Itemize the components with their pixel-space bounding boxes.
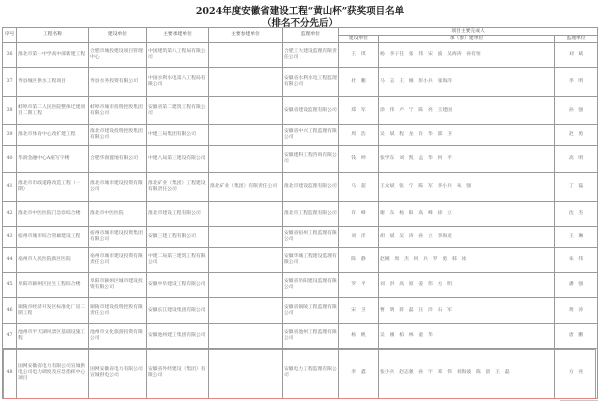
cell-leader-supervise: 赵 勇 [555,124,598,145]
cell-leader-supervise: 刘 斌 [555,43,598,68]
header-supervisor: 监理单位 [283,28,339,43]
header-leader-construct: 承（参）建单位 [379,36,555,43]
cell-project: 寿县城区供水工程项目 [17,68,89,97]
cell-main-contractor: 中建二局第三建筑工程有限公司 [147,248,209,273]
cell-project: 铜陵市经济开发区标准化厂房二期工程 [17,298,89,323]
table-row [3,348,598,398]
cell-leader-construct: 马 志 王 刚 彭小兵 张海洋 [379,68,555,97]
cell-no: 47 [3,323,17,348]
cell-project: 宿州市城市综合管廊建设工程 [17,227,89,248]
cell-leader-construct: 谢 东 杨 阳 高 峰 徐 立 [379,202,555,227]
cell-leader-supervise: 孙 强 [555,97,598,124]
cell-leader-supervise: 丁 磊 [555,172,598,201]
cell-leader-build: 罗 平 [339,273,379,298]
cell-builder: 池州市文化旅游投资有限公司 [89,323,147,348]
cell-supervisor: 安徽华城工程建设监理有限公司 [283,248,339,273]
cell-supervisor: 安徽省池州工程监理有限公司 [283,323,339,348]
cell-leader-build: 杜 鹏 [339,68,379,97]
cell-leader-construct: 张学东 刘 凯 孟 华 何 平 [379,145,555,172]
cell-participant [209,202,283,227]
table-row [3,248,598,273]
cell-participant [209,97,283,124]
table-row [3,97,598,124]
cell-no: 36 [3,43,17,68]
cell-participant [209,68,283,97]
cell-supervisor: 安徽省铜陵工程监理有限公司 [283,298,339,323]
cell-project: 华润金融中心A座写字楼 [17,145,89,172]
cell-builder: 亳州市城市建设投资有限责任公司 [89,248,147,273]
cell-leader-construct: 王文斌 张 宁 陈 军 李小兵 朱 强 [379,172,555,201]
cell-no: 42 [3,202,17,227]
cell-main-contractor: 安徽长江建设集团有限公司 [147,298,209,323]
cell-project: 淮北市第一中学高中部新建工程 [17,43,89,68]
document-title: 2024年度安徽省建设工程“黄山杯”获奖项目名单 [195,6,405,17]
cell-leader-build: 周 浩 [339,124,379,145]
cell-leader-supervise: 黄 涛 [555,298,598,323]
cell-leader-supervise: 李 明 [555,68,598,97]
cell-participant [209,273,283,298]
cell-builder: 合肥华润置地有限公司 [89,145,147,172]
cell-leader-build: 钱 坤 [339,145,379,172]
header-builder: 建设单位 [89,28,147,43]
cell-leader-construct: 胡 斌 吴 涛 孙 立 李海龙 [379,227,555,248]
cell-leader-build: 李 鑫 [339,348,379,398]
cell-participant: 淮北矿业（集团）有限责任公司 [209,172,283,201]
table-row [3,298,598,323]
cell-leader-supervise: 高 明 [555,145,598,172]
cell-supervisor: 合肥工大建设监理有限责任公司 [283,43,339,68]
cell-project: 池州市平天湖风景区基础设施工程 [17,323,89,348]
cell-no: 37 [3,68,17,97]
cell-no: 44 [3,248,17,273]
table-row [3,323,598,348]
cell-main-contractor: 安徽三建工程有限公司 [147,227,209,248]
cell-main-contractor: 中国水利水电第八工程局有限公司 [147,68,209,97]
cell-leader-build: 马 超 [339,172,379,201]
cell-project: 蚌埠市第二人民医院整体迁建项目二期工程 [17,97,89,124]
cell-no: 39 [3,124,17,145]
cell-supervisor: 淮北市工程监理有限公司 [283,202,339,227]
cell-leader-supervise: 沈 杰 [555,202,598,227]
cell-no: 46 [3,298,17,323]
cell-supervisor: 安徽省阜阳建设监理有限公司 [283,273,339,298]
cell-leader-construct: 刘 洪 高 原 姜 伟 方 明 [379,273,555,298]
cell-project: 淮北市体育中心改扩建工程 [17,124,89,145]
cell-no: 48 [3,348,17,398]
cell-main-contractor: 安徽省第二建筑工程有限公司 [147,97,209,124]
header-project: 工程名称 [17,28,89,43]
cell-leader-build: 陈 静 [339,248,379,273]
cell-leader-supervise: 唐 鹏 [555,323,598,348]
table-row [3,172,598,201]
cell-leader-build: 郑 军 [339,97,379,124]
cell-leader-construct: 吴 斌 程 龙 许 华 邵 卫 [379,124,555,145]
cell-supervisor: 安徽建科工程咨询有限公司 [283,145,339,172]
cell-supervisor: 安徽省建设监理有限公司 [283,97,339,124]
cell-leader-supervise: 王 琳 [555,227,598,248]
cell-no: 41 [3,172,17,201]
cell-participant [209,323,283,348]
cell-main-contractor: 中建三局集团有限公司 [147,124,209,145]
cell-supervisor: 淮北市建设监理有限公司 [283,172,339,201]
table-row [3,124,598,145]
cell-project: 阜阳市颍州区民生工程综合楼 [17,273,89,298]
cell-builder: 淮北市城市建设投资有限公司 [89,172,147,201]
cell-project: 亳州市人民医院新区医院 [17,248,89,273]
cell-leader-construct: 吴 刚 柏 林 童 华 [379,323,555,348]
cell-leader-construct: 赵刚 周 杰 何 兵 罗 勇 韩 冰 [379,248,555,273]
cell-leader-construct: 杨 李子任 张 伟 宋 波 吴海涛 孙有恒 [379,43,555,68]
cell-no: 45 [3,273,17,298]
cell-participant [209,145,283,172]
table-row [3,68,598,97]
cell-project: 淮北市市政道路改造工程（一期） [17,172,89,201]
cell-supervisor: 安徽电力工程监理有限公司 [283,348,339,398]
cell-builder: 阜阳市颍州区城市建设投资有限公司 [89,273,147,298]
header-leader-build: 建设单位 [339,36,379,43]
cell-leader-supervise: 方 亮 [555,348,598,398]
header-leader-supervise: 监理单位 [555,36,598,43]
header-participant: 主要参建单位 [209,28,283,43]
cell-leader-construct: 张小兵 赵志强 孙 宇 邓 伟 刘海波 陈 晨 王 磊 [379,348,555,398]
cell-main-contractor: 安徽中阜建设工程有限公司 [147,273,209,298]
cell-builder: 合肥市城投建设项目管理中心 [89,43,147,68]
cell-builder: 寿县水务投资有限公司 [89,68,147,97]
cell-leader-build: 许 峰 [339,202,379,227]
header-leaders-group: 项目主要完成人 [339,28,598,36]
header-main-contractor: 主要承建单位 [147,28,209,43]
cell-main-contractor: 中国建筑第八工程局有限公司 [147,43,209,68]
cell-main-contractor: 安徽省外经建设（集团）有限公司 [147,348,209,398]
cell-project: 淮北市中医医院门急诊综合楼 [17,202,89,227]
document-subtitle: （排名不分先后） [261,18,338,29]
cell-main-contractor: 淮北市建设工程有限公司 [147,202,209,227]
cell-leader-construct: 徐 伟 卢 宁 陈 亮 王建国 [379,97,555,124]
cell-leader-build: 刘 洋 [339,227,379,248]
header-row [3,28,598,36]
header-no: 序号 [3,28,17,43]
cell-leader-build: 杨 帆 [339,323,379,348]
cell-leader-build: 宋 卫 [339,298,379,323]
cell-participant [209,124,283,145]
table-row [3,202,598,227]
cell-no: 43 [3,227,17,248]
table-row [3,145,598,172]
table-row [3,43,598,68]
footer-mark [560,396,598,401]
cell-main-contractor: 安徽池州建工集团有限公司 [147,323,209,348]
cell-participant [209,298,283,323]
cell-main-contractor: 淮北矿业（集团）工程建设有限责任公司 [147,172,209,201]
cell-participant [209,348,283,398]
cell-participant [209,248,283,273]
cell-builder: 国网安徽省电力有限公司宣城供电公司 [89,348,147,398]
cell-supervisor: 安徽省水利水电工程监理有限公司 [283,68,339,97]
cell-builder: 蚌埠市城市投资控股集团有限公司 [89,97,147,124]
cell-leader-supervise: 潘 强 [555,273,598,298]
cell-leader-build: 王 琪 [339,43,379,68]
award-table [2,27,598,399]
cell-participant [209,227,283,248]
cell-no: 38 [3,97,17,124]
cell-no: 40 [3,145,17,172]
cell-main-contractor: 中建八局第三建设有限公司 [147,145,209,172]
cell-builder: 宿州市城市建设投资集团有限公司 [89,227,147,248]
cell-project: 国网安徽省电力有限公司宣城供电公司电力调度及应急指挥中心项目 [17,348,89,398]
cell-leader-construct: 曹 明 蒋 磊 汪 洋 石 军 [379,298,555,323]
cell-supervisor: 安徽省宿州工程监理有限公司 [283,227,339,248]
cell-participant [209,43,283,68]
table-row [3,273,598,298]
table-row [3,227,598,248]
cell-builder: 铜陵市建设投资控股有限责任公司 [89,298,147,323]
cell-builder: 淮北市建设投资控股集团有限公司 [89,124,147,145]
cell-leader-supervise: 朱 伟 [555,248,598,273]
cell-builder: 淮北市中医医院 [89,202,147,227]
cell-supervisor: 安徽省中兴工程监理有限公司 [283,124,339,145]
